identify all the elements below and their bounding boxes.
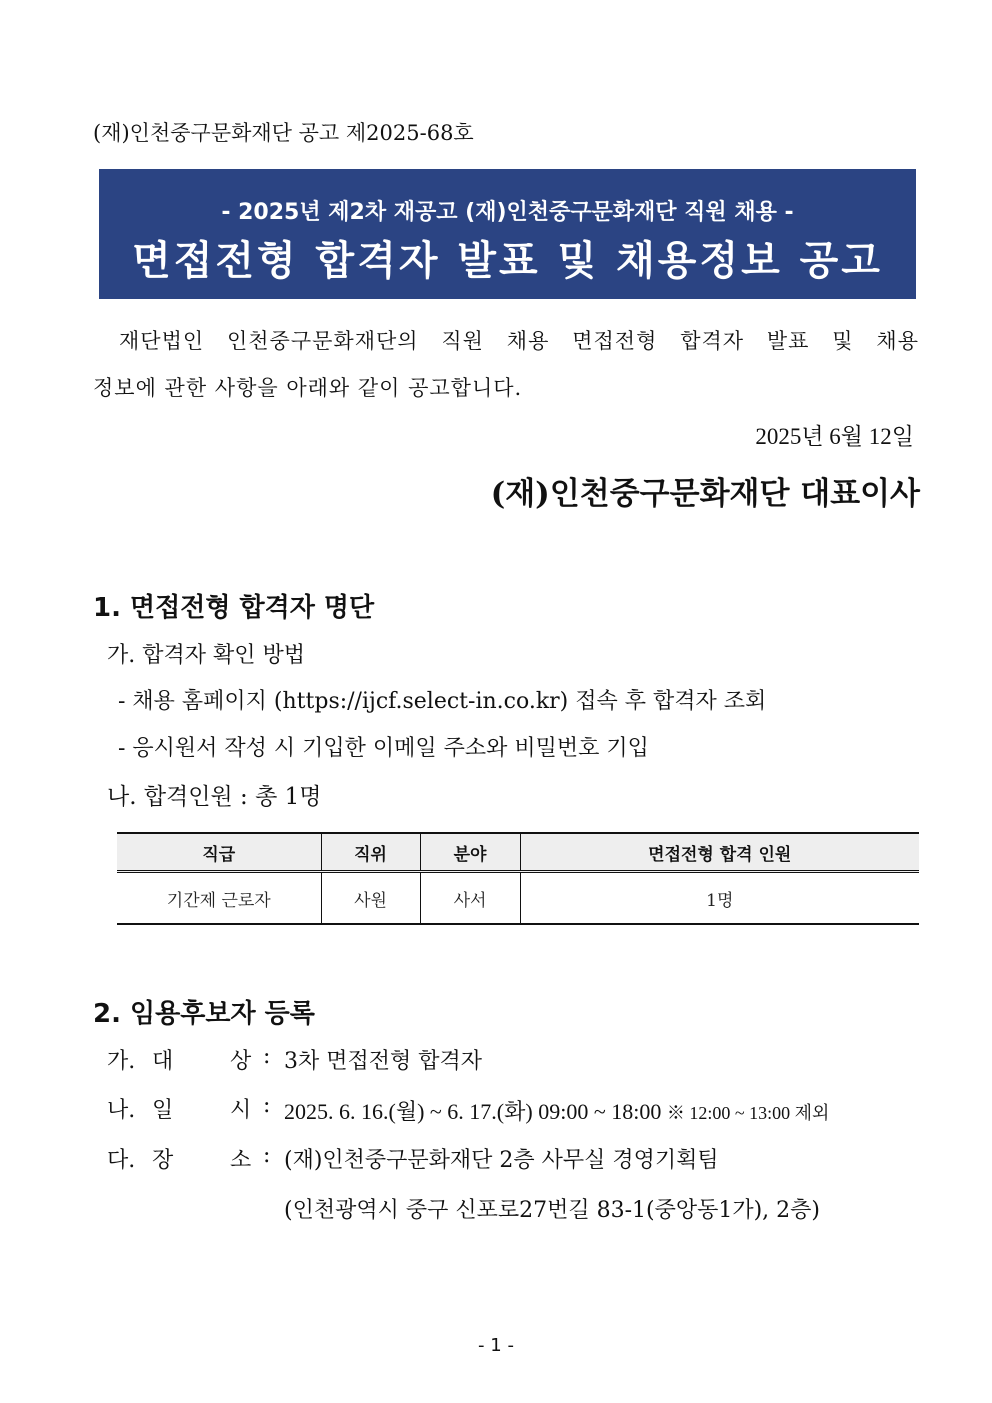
target-label-2: 상	[230, 1049, 252, 1074]
schedule-time: 2025. 6. 16.(월) ~ 6. 17.(화) 09:00 ~ 18:00	[284, 1099, 667, 1124]
banner-subtitle: - 2025년 제2차 재공고 (재)인천중구문화재단 직원 채용 -	[221, 200, 794, 225]
banner-title: 면접전형 합격자 발표 및 채용정보 공고	[132, 238, 883, 284]
location-label-1: 장	[152, 1148, 174, 1173]
schedule-colon: :	[263, 1093, 271, 1118]
location-label-2: 소	[230, 1148, 252, 1173]
table-row	[117, 872, 919, 925]
schedule-note: ※ 12:00 ~ 13:00 제외	[666, 1103, 830, 1123]
table-header-row	[117, 833, 919, 872]
schedule-value	[284, 1095, 829, 1126]
target-value: 3차 면접전형 합격자	[284, 1049, 482, 1074]
table-header-position: 직위	[321, 833, 420, 872]
schedule-label-2: 시	[230, 1098, 252, 1123]
location-address: (인천광역시 중구 신포로27번길 83-1(중앙동1가), 2층)	[284, 1198, 820, 1223]
section-1-bullet-homepage: - 채용 홈페이지 (https://ijcf.select-in.co.kr) 접속 후 합격자 조회	[118, 689, 767, 714]
announcement-number: (재)인천중구문화재단 공고 제2025-68호	[93, 121, 474, 145]
announcement-date: 2025년 6월 12일	[755, 424, 914, 449]
table-cell-field: 사서	[420, 872, 520, 925]
target-prefix: 가.	[107, 1049, 136, 1074]
table-header-field: 분야	[420, 833, 520, 872]
organization-signature: (재)인천중구문화재단 대표이사	[490, 476, 920, 512]
table-cell-position: 사원	[321, 872, 420, 925]
section-1-title: 1. 면접전형 합격자 명단	[93, 593, 375, 623]
target-colon: :	[263, 1044, 271, 1069]
location-value: (재)인천중구문화재단 2층 사무실 경영기획팀	[284, 1148, 719, 1173]
section-1-bullet-login: - 응시원서 작성 시 기입한 이메일 주소와 비밀번호 기입	[118, 736, 649, 761]
intro-line-1: 재단법인 인천중구문화재단의 직원 채용 면접전형 합격자 발표 및 채용	[119, 329, 919, 353]
location-prefix: 다.	[107, 1148, 136, 1173]
title-banner	[99, 169, 916, 299]
section-1-item-a: 가. 합격자 확인 방법	[107, 643, 305, 668]
passer-table	[117, 832, 919, 925]
location-colon: :	[263, 1143, 271, 1168]
table-cell-rank: 기간제 근로자	[117, 872, 321, 925]
schedule-label-1: 일	[152, 1098, 174, 1123]
table-cell-passers: 1명	[520, 872, 919, 925]
section-2-title: 2. 임용후보자 등록	[93, 999, 315, 1029]
target-label-1: 대	[152, 1049, 174, 1074]
table-header-passers: 면접전형 합격 인원	[520, 833, 919, 872]
schedule-prefix: 나.	[107, 1098, 136, 1123]
section-1-item-b: 나. 합격인원 : 총 1명	[107, 784, 322, 810]
intro-line-2: 정보에 관한 사항을 아래와 같이 공고합니다.	[93, 376, 523, 400]
page-number: - 1 -	[478, 1335, 514, 1356]
table-header-rank: 직급	[117, 833, 321, 872]
